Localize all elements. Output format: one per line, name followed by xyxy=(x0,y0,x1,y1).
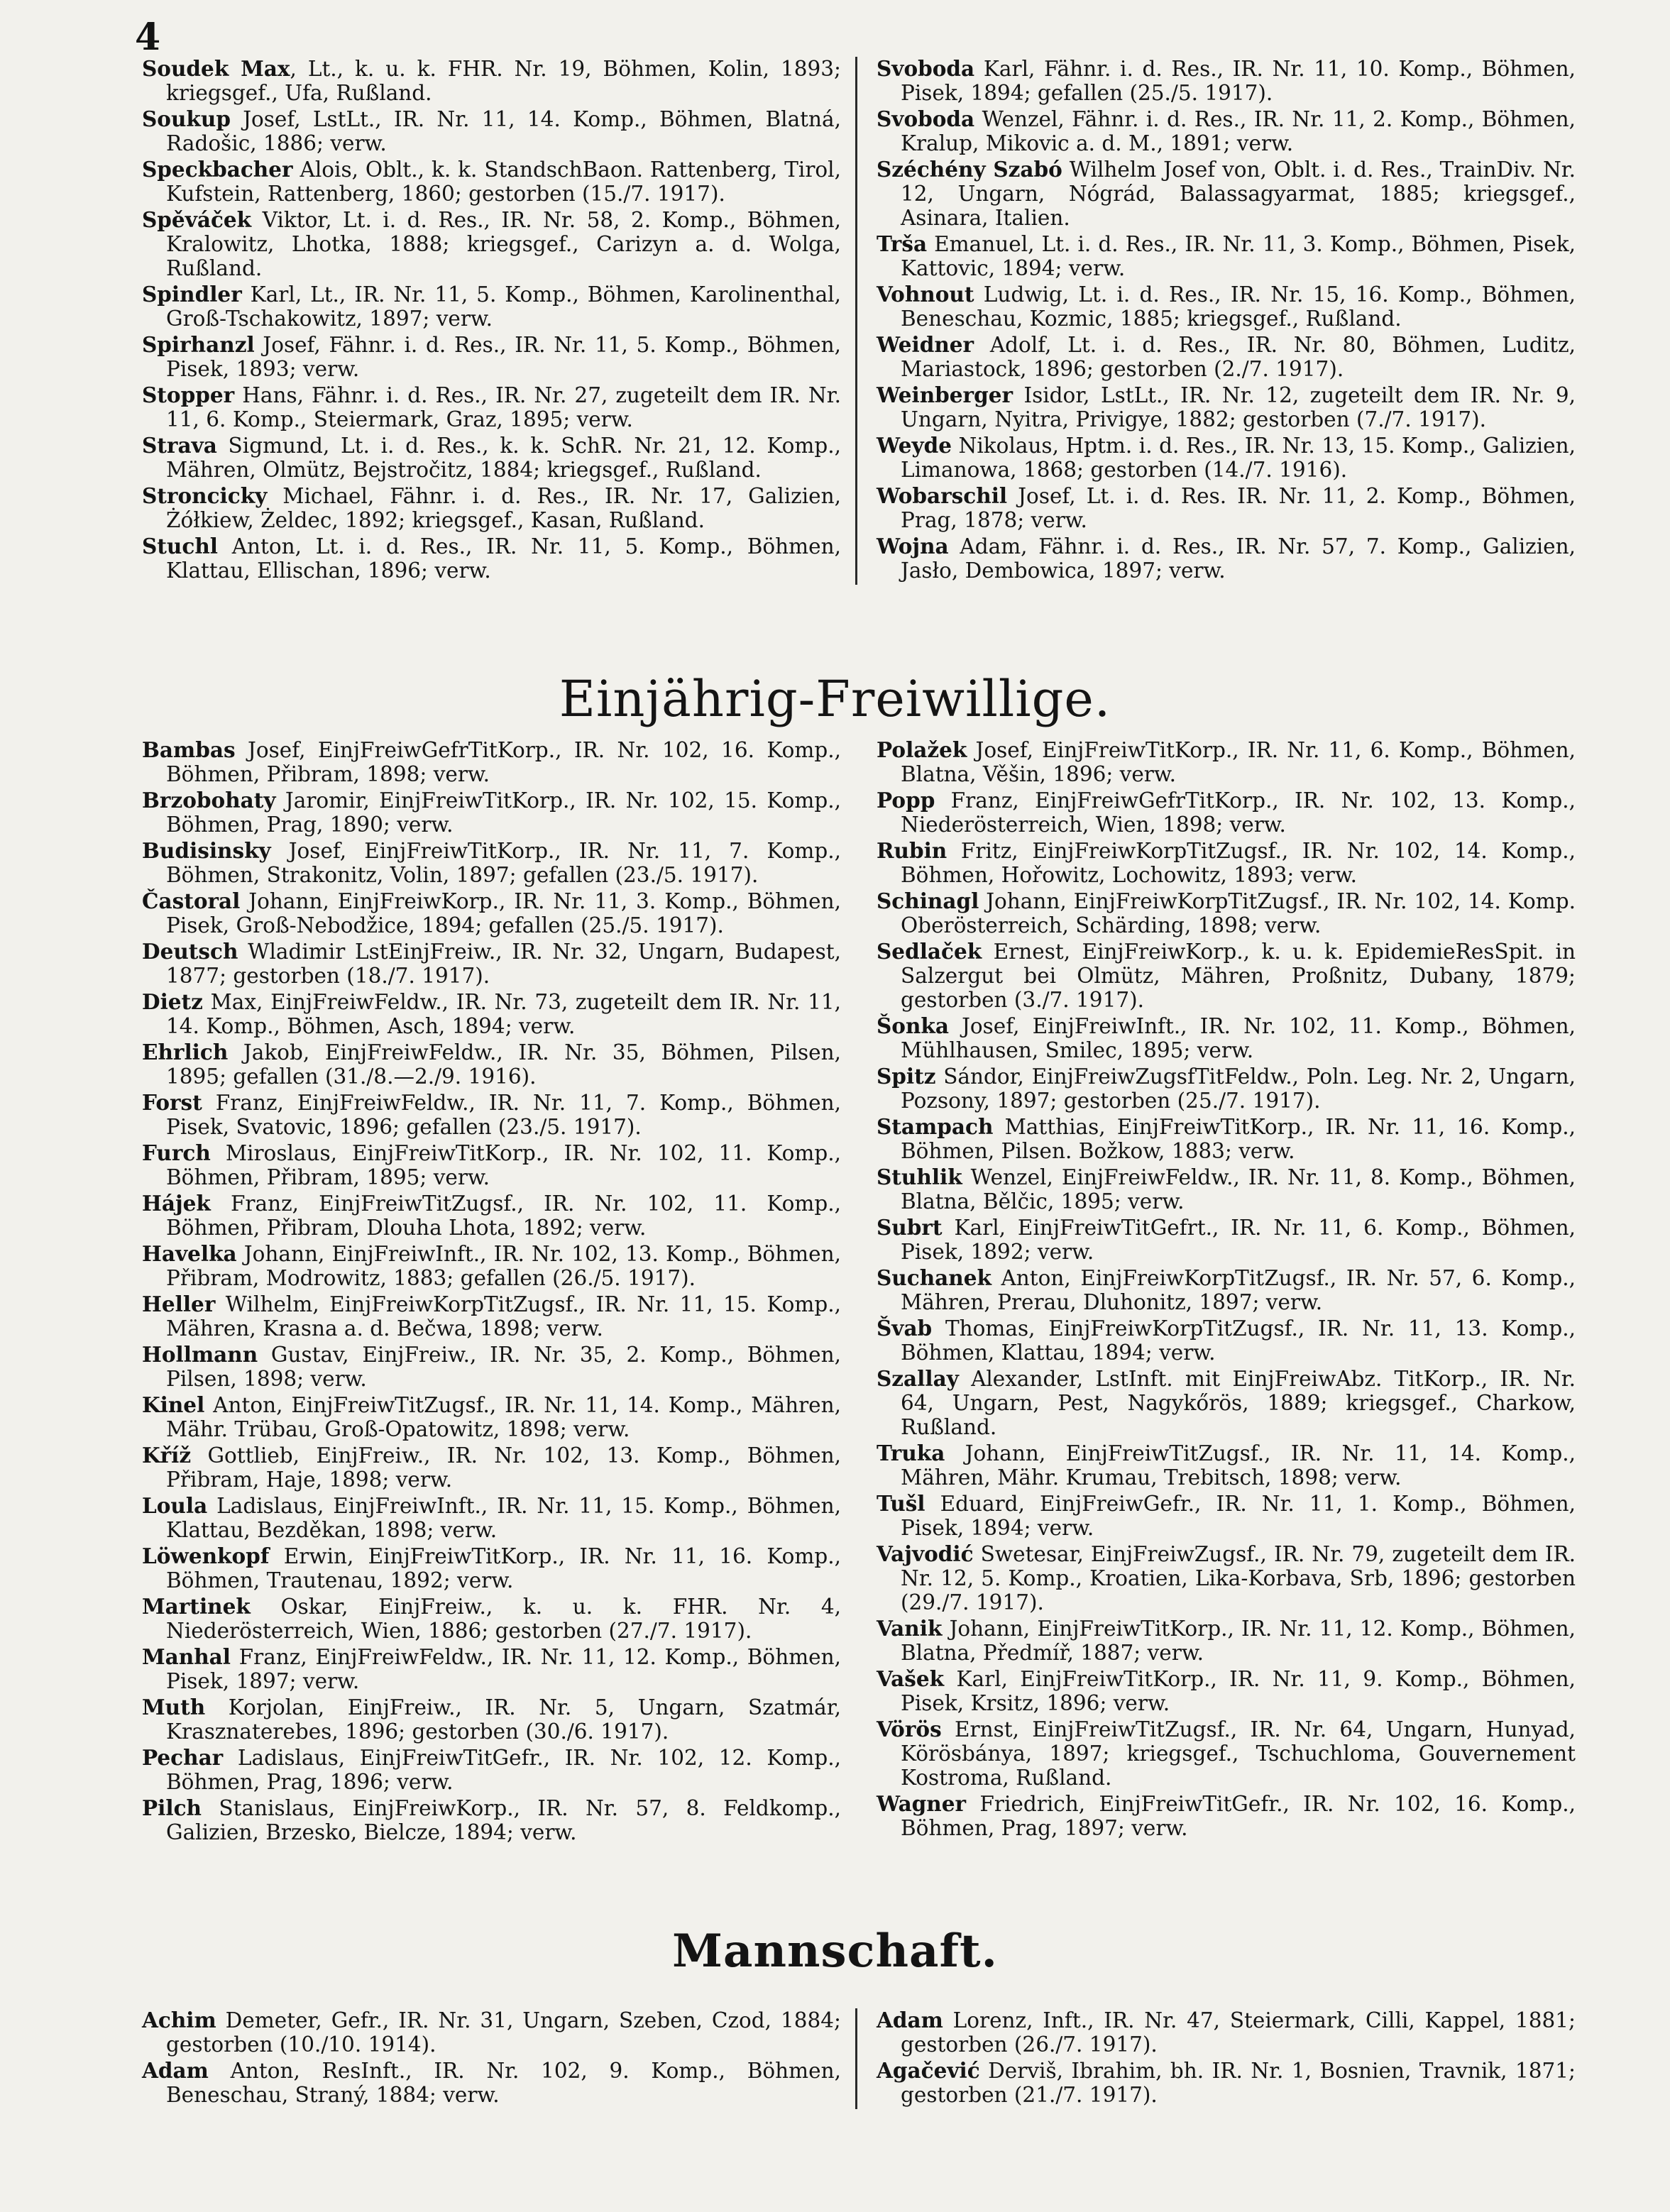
entry-surname: Vanik xyxy=(877,1616,943,1641)
list-entry xyxy=(877,383,1576,431)
entry-details: Johann, EinjFreiwKorp., IR. Nr. 11, 3. Komp., Böhmen, Pisek, Groß-Nebodžice, 1894; gefallen (25./5. 1917). xyxy=(166,889,841,937)
entry-details: Ernest, EinjFreiwKorp., k. u. k. EpidemieResSpit. in Salzergut bei Olmütz, Mähren, Proßnitz, Dubany, 1879; gestorben (3./7. 1917). xyxy=(901,940,1576,1012)
entry-surname: Spěváček xyxy=(142,207,252,232)
entry-details: Franz, EinjFreiwFeldw., IR. Nr. 11, 7. Komp., Böhmen, Pisek, Svatovic, 1896; gefallen (23./5. 1917). xyxy=(166,1091,841,1139)
list-entry xyxy=(877,534,1576,583)
entry-surname: Šonka xyxy=(877,1013,949,1038)
entry-surname: Budisinsky xyxy=(142,838,271,863)
list-entry xyxy=(142,383,841,431)
list-entry xyxy=(877,1717,1576,1790)
entry-details: Miroslaus, EinjFreiwTitKorp., IR. Nr. 102, 11. Komp., Böhmen, Přibram, 1895; verw. xyxy=(166,1141,841,1189)
entry-surname: Schinagl xyxy=(877,888,979,913)
entry-details: Ernst, EinjFreiwTitZugsf., IR. Nr. 64, Ungarn, Hunyad, Körösbánya, 1897; kriegsgef., Tschuchloma, Gouvernement Kostroma, Rußland. xyxy=(901,1717,1576,1790)
right-column xyxy=(877,738,1576,1847)
entry-details: Josef, Lt. i. d. Res. IR. Nr. 11, 2. Komp., Böhmen, Prag, 1878; verw. xyxy=(901,484,1576,532)
list-entry xyxy=(142,1343,841,1391)
entry-surname: Rubin xyxy=(877,838,947,863)
list-entry xyxy=(877,1367,1576,1439)
list-entry xyxy=(877,738,1576,786)
entry-details: Karl, Lt., IR. Nr. 11, 5. Komp., Böhmen, Karolinenthal, Groß-Tschakowitz, 1897; verw. xyxy=(166,282,841,331)
entry-surname: Častoral xyxy=(142,888,241,913)
entry-details: Anton, ResInft., IR. Nr. 102, 9. Komp., Böhmen, Beneschau, Straný, 1884; verw. xyxy=(166,2059,841,2107)
list-entry xyxy=(142,990,841,1038)
list-entry xyxy=(142,1393,841,1441)
list-entry xyxy=(877,2059,1576,2107)
entry-surname: Brzobohaty xyxy=(142,788,276,813)
entry-surname: Weinberger xyxy=(877,383,1013,407)
list-entry xyxy=(877,1165,1576,1214)
list-entry xyxy=(142,534,841,583)
list-entry xyxy=(877,282,1576,331)
entry-surname: Furch xyxy=(142,1140,211,1165)
entry-details: Anton, EinjFreiwKorpTitZugsf., IR. Nr. 57, 6. Komp., Mähren, Prerau, Dluhonitz, 1897; verw. xyxy=(901,1266,1576,1314)
entry-surname: Spirhanzl xyxy=(142,332,255,357)
list-entry xyxy=(142,107,841,155)
list-entry xyxy=(877,1014,1576,1062)
list-entry xyxy=(142,434,841,482)
list-entry xyxy=(142,839,841,887)
list-entry xyxy=(877,333,1576,381)
entry-surname: Hollmann xyxy=(142,1342,258,1367)
entry-details: Josef, EinjFreiwTitKorp., IR. Nr. 11, 6. Komp., Böhmen, Blatna, Věšin, 1896; verw. xyxy=(901,738,1576,786)
entry-surname: Stuchl xyxy=(142,534,218,558)
list-entry xyxy=(142,788,841,837)
entry-details: Lorenz, Inft., IR. Nr. 47, Steiermark, Cilli, Kappel, 1881; gestorben (26./7. 1917). xyxy=(901,2008,1576,2057)
entry-details: Nikolaus, Hptm. i. d. Res., IR. Nr. 13, 15. Komp., Galizien, Limanowa, 1868; gestorben (14./7. 1916). xyxy=(901,434,1576,482)
entry-surname: Forst xyxy=(142,1090,202,1115)
entry-surname: Weidner xyxy=(877,332,974,357)
entry-surname: Pilch xyxy=(142,1795,202,1820)
list-entry xyxy=(142,1292,841,1341)
list-entry xyxy=(877,940,1576,1012)
entry-surname: Ehrlich xyxy=(142,1040,229,1064)
list-entry xyxy=(142,57,841,105)
entry-details: Alois, Oblt., k. k. StandschBaon. Rattenberg, Tirol, Kufstein, Rattenberg, 1860; gestorben (15./7. 1917). xyxy=(166,158,841,206)
list-entry xyxy=(142,1746,841,1794)
entry-details: Korjolan, EinjFreiw., IR. Nr. 5, Ungarn, Szatmár, Krasznaterebes, 1896; gestorben (30./6. 1917). xyxy=(166,1695,841,1744)
entry-surname: Vohnout xyxy=(877,282,974,307)
entry-details: Anton, Lt. i. d. Res., IR. Nr. 11, 5. Komp., Böhmen, Klattau, Ellischan, 1896; verw. xyxy=(166,534,841,583)
entry-surname: Sedlaček xyxy=(877,939,982,964)
list-entry xyxy=(877,1216,1576,1264)
two-column-list xyxy=(142,738,1576,1847)
entry-details: Josef, EinjFreiwInft., IR. Nr. 102, 11. Komp., Böhmen, Mühlhausen, Smilec, 1895; verw. xyxy=(901,1014,1576,1062)
two-column-list xyxy=(142,2008,1576,2109)
entry-details: Anton, EinjFreiwTitZugsf., IR. Nr. 11, 14. Komp., Mähren, Mähr. Trübau, Groß-Opatowitz, 1898; verw. xyxy=(166,1393,841,1441)
list-entry xyxy=(877,1492,1576,1540)
entry-details: Josef, EinjFreiwGefrTitKorp., IR. Nr. 102, 16. Komp., Böhmen, Přibram, 1898; verw. xyxy=(166,738,841,786)
list-entry xyxy=(877,1115,1576,1163)
mannschaft-section xyxy=(142,2008,1576,2136)
column-divider xyxy=(855,57,857,585)
entry-details: Karl, EinjFreiwTitKorp., IR. Nr. 11, 9. Komp., Böhmen, Pisek, Krsitz, 1896; verw. xyxy=(901,1667,1576,1715)
list-entry xyxy=(142,1040,841,1089)
entry-surname: Wagner xyxy=(877,1791,967,1816)
column-divider xyxy=(855,2008,857,2109)
section-heading-einjaehrig: Einjährig-Freiwillige. xyxy=(559,670,1111,728)
list-entry xyxy=(877,1064,1576,1113)
list-entry xyxy=(877,1441,1576,1490)
entry-surname: Weyde xyxy=(877,433,952,458)
entry-surname: Havelka xyxy=(142,1241,237,1266)
entry-details: Michael, Fähnr. i. d. Res., IR. Nr. 17, Galizien, Żółkiew, Żeldec, 1892; kriegsgef., Kasan, Rußland. xyxy=(166,484,841,532)
entry-surname: Pechar xyxy=(142,1745,224,1770)
einjaehrig-section xyxy=(142,737,1576,1844)
entry-surname: Wojna xyxy=(877,534,949,558)
entry-surname: Vörös xyxy=(877,1717,942,1741)
list-entry xyxy=(877,434,1576,482)
left-column xyxy=(142,2008,841,2109)
list-entry xyxy=(142,208,841,280)
entry-surname: Kinel xyxy=(142,1392,205,1417)
entry-details: Matthias, EinjFreiwTitKorp., IR. Nr. 11, 16. Komp., Böhmen, Pilsen. Božkow, 1883; verw. xyxy=(901,1115,1576,1163)
entry-surname: Szallay xyxy=(877,1366,959,1391)
entry-details: Thomas, EinjFreiwKorpTitZugsf., IR. Nr. 11, 13. Komp., Böhmen, Klattau, 1894; verw. xyxy=(901,1316,1576,1365)
list-entry xyxy=(142,1796,841,1844)
list-entry xyxy=(877,1617,1576,1665)
list-entry xyxy=(877,1792,1576,1840)
left-column xyxy=(142,738,841,1847)
entry-details: Wilhelm Josef von, Oblt. i. d. Res., TrainDiv. Nr. 12, Ungarn, Nógrád, Balassagyarmat, 1885; kriegsgef., Asinara, Italien. xyxy=(901,158,1576,230)
entry-details: Josef, Fähnr. i. d. Res., IR. Nr. 11, 5. Komp., Böhmen, Pisek, 1893; verw. xyxy=(166,333,841,381)
entry-details: Jaromir, EinjFreiwTitKorp., IR. Nr. 102, 15. Komp., Böhmen, Prag, 1890; verw. xyxy=(166,788,841,837)
entry-surname: Wobarschil xyxy=(877,483,1008,508)
list-entry xyxy=(142,1192,841,1240)
entry-details: Josef, EinjFreiwTitKorp., IR. Nr. 11, 7. Komp., Böhmen, Strakonitz, Volin, 1897; gefallen (23./5. 1917). xyxy=(166,839,841,887)
entry-details: Josef, LstLt., IR. Nr. 11, 14. Komp., Böhmen, Blatná, Radošic, 1886; verw. xyxy=(166,107,841,155)
entry-surname: Truka xyxy=(877,1441,945,1465)
entry-surname: Vajvodić xyxy=(877,1541,974,1566)
entry-surname: Strava xyxy=(142,433,217,458)
list-entry xyxy=(142,940,841,988)
list-entry xyxy=(877,2008,1576,2057)
entry-details: Gottlieb, EinjFreiw., IR. Nr. 102, 13. Komp., Böhmen, Přibram, Haje, 1898; verw. xyxy=(166,1443,841,1492)
entry-details: Gustav, EinjFreiw., IR. Nr. 35, 2. Komp., Böhmen, Pilsen, 1898; verw. xyxy=(166,1343,841,1391)
list-entry xyxy=(877,57,1576,105)
list-entry xyxy=(142,282,841,331)
list-entry xyxy=(142,1595,841,1643)
entry-details: Karl, EinjFreiwTitGefrt., IR. Nr. 11, 6. Komp., Böhmen, Pisek, 1892; verw. xyxy=(901,1216,1576,1264)
entry-details: Johann, EinjFreiwTitZugsf., IR. Nr. 11, 14. Komp., Mähren, Mähr. Krumau, Trebitsch, 1898; verw. xyxy=(901,1441,1576,1490)
entry-surname: Hájek xyxy=(142,1191,211,1216)
entry-surname: Muth xyxy=(142,1695,206,1719)
list-entry xyxy=(877,1542,1576,1614)
entry-details: Max, EinjFreiwFeldw., IR. Nr. 73, zugeteilt dem IR. Nr. 11, 14. Komp., Böhmen, Asch, 1894; verw. xyxy=(166,990,841,1038)
entry-details: Jakob, EinjFreiwFeldw., IR. Nr. 35, Böhmen, Pilsen, 1895; gefallen (31./8.—2./9. 1916). xyxy=(166,1040,841,1089)
list-entry xyxy=(142,2008,841,2057)
left-column xyxy=(142,57,841,585)
list-entry xyxy=(877,1316,1576,1365)
list-entry xyxy=(142,1141,841,1189)
entry-surname: Svoboda xyxy=(877,106,975,131)
entry-details: Sándor, EinjFreiwZugsfTitFeldw., Poln. Leg. Nr. 2, Ungarn, Pozsony, 1897; gestorben (25./7. 1917). xyxy=(901,1064,1576,1113)
entry-details: Viktor, Lt. i. d. Res., IR. Nr. 58, 2. Komp., Böhmen, Kralowitz, Lhotka, 1888; kriegsgef., Carizyn a. d. Wolga, Rußland. xyxy=(166,208,841,280)
entry-details: Derviš, Ibrahim, bh. IR. Nr. 1, Bosnien, Travnik, 1871; gestorben (21./7. 1917). xyxy=(901,2059,1576,2107)
list-entry xyxy=(142,1645,841,1693)
list-entry xyxy=(877,484,1576,532)
list-entry xyxy=(142,1494,841,1542)
entry-details: Johann, EinjFreiwInft., IR. Nr. 102, 13. Komp., Böhmen, Přibram, Modrowitz, 1883; gefallen (26./5. 1917). xyxy=(166,1242,841,1290)
list-entry xyxy=(142,2059,841,2107)
entry-details: Wladimir LstEinjFreiw., IR. Nr. 32, Ungarn, Budapest, 1877; gestorben (18./7. 1917). xyxy=(166,940,841,988)
entry-surname: Heller xyxy=(142,1292,216,1316)
entry-surname: Manhal xyxy=(142,1644,231,1669)
entry-details: Franz, EinjFreiwGefrTitKorp., IR. Nr. 102, 13. Komp., Niederösterreich, Wien, 1898; verw. xyxy=(901,788,1576,837)
entry-details: Ludwig, Lt. i. d. Res., IR. Nr. 15, 16. Komp., Böhmen, Beneschau, Kozmic, 1885; kriegsgef., Rußland. xyxy=(901,282,1576,331)
entry-surname: Bambas xyxy=(142,737,236,762)
entry-surname: Speckbacher xyxy=(142,157,293,182)
list-entry xyxy=(142,158,841,206)
section-heading-mannschaft: Mannschaft. xyxy=(672,1925,998,1978)
entry-surname: Spitz xyxy=(877,1064,936,1089)
officers-section xyxy=(142,57,1576,610)
list-entry xyxy=(877,107,1576,155)
two-column-list xyxy=(142,57,1576,585)
entry-surname: Polažek xyxy=(877,737,967,762)
entry-surname: Stopper xyxy=(142,383,235,407)
entry-details: Adolf, Lt. i. d. Res., IR. Nr. 80, Böhmen, Luditz, Mariastock, 1896; gestorben (2./7. 1917). xyxy=(901,333,1576,381)
list-entry xyxy=(877,788,1576,837)
entry-details: Alexander, LstInft. mit EinjFreiwAbz. TitKorp., IR. Nr. 64, Ungarn, Pest, Nagykőrös, 1889; kriegsgef., Charkow, Rußland. xyxy=(901,1367,1576,1439)
entry-details: Wenzel, EinjFreiwFeldw., IR. Nr. 11, 8. Komp., Böhmen, Blatna, Bělčic, 1895; verw. xyxy=(901,1165,1576,1214)
entry-surname: Achim xyxy=(142,2008,216,2032)
entry-details: Fritz, EinjFreiwKorpTitZugsf., IR. Nr. 102, 14. Komp., Böhmen, Hořowitz, Lochowitz, 1893; verw. xyxy=(901,839,1576,887)
entry-details: Friedrich, EinjFreiwTitGefr., IR. Nr. 102, 16. Komp., Böhmen, Prag, 1897; verw. xyxy=(901,1792,1576,1840)
list-entry xyxy=(142,1091,841,1139)
list-entry xyxy=(877,1266,1576,1314)
entry-details: Wilhelm, EinjFreiwKorpTitZugsf., IR. Nr. 11, 15. Komp., Mähren, Krasna a. d. Bečwa, 1898; verw. xyxy=(166,1292,841,1341)
list-entry xyxy=(877,889,1576,937)
entry-surname: Svoboda xyxy=(877,56,975,81)
entry-details: Stanislaus, EinjFreiwKorp., IR. Nr. 57, 8. Feldkomp., Galizien, Brzesko, Bielcze, 1894; verw. xyxy=(166,1796,841,1844)
entry-details: Karl, Fähnr. i. d. Res., IR. Nr. 11, 10. Komp., Böhmen, Pisek, 1894; gefallen (25./5. 1917). xyxy=(901,57,1576,105)
entry-details: Hans, Fähnr. i. d. Res., IR. Nr. 27, zugeteilt dem IR. Nr. 11, 6. Komp., Steiermark, Graz, 1895; verw. xyxy=(166,383,841,431)
entry-details: Emanuel, Lt. i. d. Res., IR. Nr. 11, 3. Komp., Böhmen, Pisek, Kattovic, 1894; verw. xyxy=(901,232,1576,280)
right-column xyxy=(877,57,1576,585)
entry-details: , Lt., k. u. k. FHR. Nr. 19, Böhmen, Kolin, 1893; kriegsgef., Ufa, Rußland. xyxy=(166,57,842,105)
entry-details: Franz, EinjFreiwFeldw., IR. Nr. 11, 12. Komp., Böhmen, Pisek, 1897; verw. xyxy=(166,1645,841,1693)
right-column xyxy=(877,2008,1576,2109)
entry-details: Ladislaus, EinjFreiwInft., IR. Nr. 11, 15. Komp., Böhmen, Klattau, Bezděkan, 1898; verw. xyxy=(166,1494,841,1542)
list-entry xyxy=(877,839,1576,887)
entry-surname: Vašek xyxy=(877,1666,945,1691)
entry-surname: Soudek Max xyxy=(142,56,290,81)
entry-details: Isidor, LstLt., IR. Nr. 12, zugeteilt dem IR. Nr. 9, Ungarn, Nyitra, Privigye, 1882; gestorben (7./7. 1917). xyxy=(901,383,1576,431)
list-entry xyxy=(877,158,1576,230)
list-entry xyxy=(142,484,841,532)
list-entry xyxy=(142,889,841,937)
entry-surname: Tušl xyxy=(877,1491,925,1516)
entry-surname: Löwenkopf xyxy=(142,1544,270,1568)
entry-surname: Loula xyxy=(142,1493,208,1518)
entry-details: Erwin, EinjFreiwTitKorp., IR. Nr. 11, 16. Komp., Böhmen, Trautenau, 1892; verw. xyxy=(166,1544,841,1592)
list-entry xyxy=(142,1443,841,1492)
entry-surname: Stroncicky xyxy=(142,483,268,508)
list-entry xyxy=(142,1544,841,1592)
entry-details: Oskar, EinjFreiw., k. u. k. FHR. Nr. 4, Niederösterreich, Wien, 1886; gestorben (27./7. 1917). xyxy=(166,1595,841,1643)
entry-surname: Soukup xyxy=(142,106,231,131)
entry-surname: Subrt xyxy=(877,1215,943,1240)
entry-details: Ladislaus, EinjFreiwTitGefr., IR. Nr. 102, 12. Komp., Böhmen, Prag, 1896; verw. xyxy=(166,1746,841,1794)
list-entry xyxy=(142,333,841,381)
entry-surname: Spindler xyxy=(142,282,242,307)
list-entry xyxy=(877,232,1576,280)
entry-surname: Agačević xyxy=(877,2058,980,2083)
list-entry xyxy=(142,738,841,786)
entry-details: Johann, EinjFreiwKorpTitZugsf., IR. Nr. 102, 14. Komp. Oberösterreich, Schärding, 1898; verw. xyxy=(901,889,1576,937)
entry-details: Wenzel, Fähnr. i. d. Res., IR. Nr. 11, 2. Komp., Böhmen, Kralup, Mikovic a. d. M., 1891; verw. xyxy=(901,107,1576,155)
entry-details: Demeter, Gefr., IR. Nr. 31, Ungarn, Szeben, Czod, 1884; gestorben (10./10. 1914). xyxy=(166,2008,841,2057)
entry-surname: Deutsch xyxy=(142,939,238,964)
entry-surname: Stuhlik xyxy=(877,1165,962,1189)
entry-surname: Popp xyxy=(877,788,935,813)
entry-details: Swetesar, EinjFreiwZugsf., IR. Nr. 79, zugeteilt dem IR. Nr. 12, 5. Komp., Kroatien, Lika-Korbava, Srb, 1896; gestorben (29./7. 1917). xyxy=(901,1542,1576,1614)
entry-details: Johann, EinjFreiwTitKorp., IR. Nr. 11, 12. Komp., Böhmen, Blatna, Předmíř, 1887; verw. xyxy=(901,1617,1576,1665)
entry-surname: Adam xyxy=(142,2058,209,2083)
entry-surname: Dietz xyxy=(142,989,203,1014)
entry-surname: Adam xyxy=(877,2008,943,2032)
entry-surname: Trša xyxy=(877,231,928,256)
entry-surname: Széchény Szabó xyxy=(877,157,1062,182)
entry-surname: Stampach xyxy=(877,1114,994,1139)
entry-details: Eduard, EinjFreiwGefr., IR. Nr. 11, 1. Komp., Böhmen, Pisek, 1894; verw. xyxy=(901,1492,1576,1540)
entry-surname: Švab xyxy=(877,1316,933,1341)
page-number: 4 xyxy=(135,16,161,59)
list-entry xyxy=(877,1667,1576,1715)
list-entry xyxy=(142,1695,841,1744)
entry-surname: Kříž xyxy=(142,1443,192,1468)
list-entry xyxy=(142,1242,841,1290)
entry-surname: Martinek xyxy=(142,1594,251,1619)
entry-details: Adam, Fähnr. i. d. Res., IR. Nr. 57, 7. Komp., Galizien, Jasło, Dembowica, 1897; verw. xyxy=(901,534,1576,583)
entry-surname: Suchanek xyxy=(877,1265,991,1290)
entry-details: Sigmund, Lt. i. d. Res., k. k. SchR. Nr. 21, 12. Komp., Mähren, Olmütz, Bejstročitz, 1884; kriegsgef., Rußland. xyxy=(166,434,841,482)
entry-details: Franz, EinjFreiwTitZugsf., IR. Nr. 102, 11. Komp., Böhmen, Přibram, Dlouha Lhota, 1892; verw. xyxy=(166,1192,841,1240)
